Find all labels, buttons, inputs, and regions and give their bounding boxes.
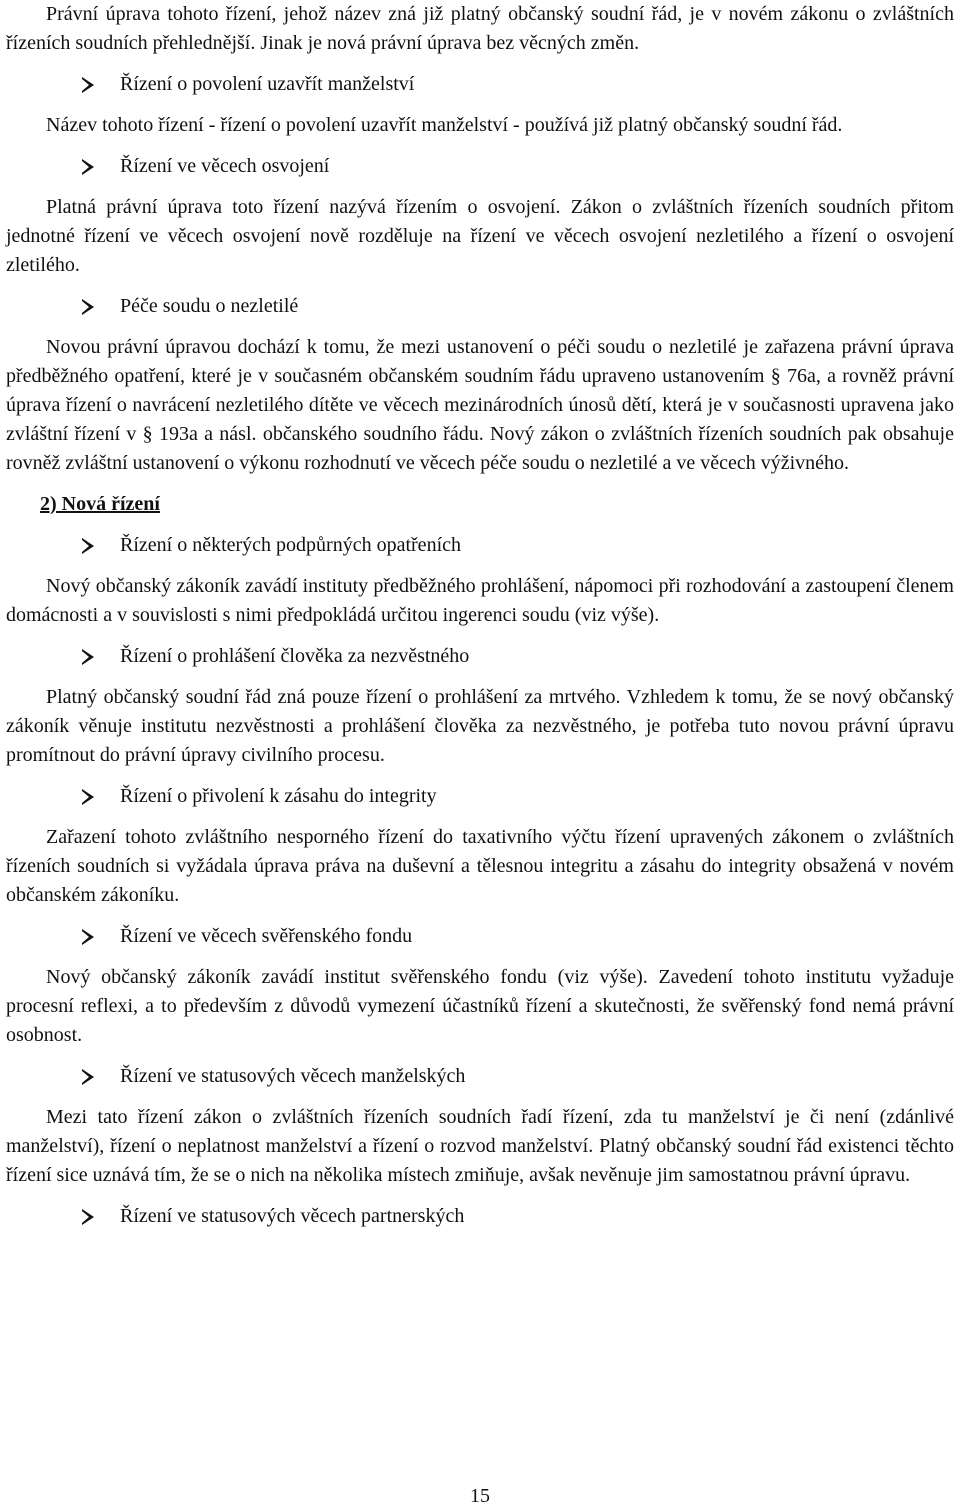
bullet-heading-osvojeni: Řízení ve věcech osvojení	[120, 155, 330, 177]
bullet-heading-nezvestny: Řízení o prohlášení člověka za nezvěstného	[120, 645, 470, 667]
bullet-item	[6, 1202, 954, 1231]
bullet-item	[6, 531, 954, 560]
paragraph-3: Platná právní úprava toto řízení nazývá řízením o osvojení. Zákon o zvláštních řízeních soudních přitom jednotné řízení ve věcech osvojení nově rozděluje na řízení ve věcech osvojení nezletilého a řízení o osvojení zletilého.	[6, 196, 954, 276]
bullet-item	[6, 782, 954, 811]
arrow-bullet-icon	[82, 789, 94, 805]
arrow-bullet-icon	[82, 1209, 94, 1225]
bullet-item	[6, 152, 954, 181]
arrow-bullet-icon	[82, 77, 94, 93]
section-heading: 2) Nová řízení	[40, 493, 160, 515]
paragraph-6: Platný občanský soudní řád zná pouze řízení o prohlášení za mrtvého. Vzhledem k tomu, že se nový občanský zákoník věnuje institutu nezvěstnosti a prohlášení člověka za nezvěstného, je potřeba tuto novou právní úpravu promítnout do právní úpravy civilního procesu.	[6, 686, 954, 766]
arrow-bullet-icon	[82, 649, 94, 665]
bullet-item	[6, 70, 954, 99]
bullet-heading-podpurna: Řízení o některých podpůrných opatřeních	[120, 534, 461, 556]
arrow-bullet-icon	[82, 159, 94, 175]
arrow-bullet-icon	[82, 1069, 94, 1085]
bullet-heading-pece: Péče soudu o nezletilé	[120, 295, 299, 317]
paragraph-5: Nový občanský zákoník zavádí instituty předběžného prohlášení, nápomoci při rozhodování a zastoupení členem domácnosti a v souvislosti s nimi předpokládá určitou ingerenci soudu (viz výše).	[6, 575, 954, 626]
bullet-item	[6, 1062, 954, 1091]
bullet-item	[6, 642, 954, 671]
bullet-heading-integrita: Řízení o přivolení k zásahu do integrity	[120, 785, 437, 807]
arrow-bullet-icon	[82, 929, 94, 945]
document-page	[6, 0, 954, 1231]
paragraph-7: Zařazení tohoto zvláštního nesporného řízení do taxativního výčtu řízení upravených zákonem o zvláštních řízeních soudních si vyžádala úprava práva na duševní a tělesnou integritu a zásahu do integrity obsažená v novém občanském zákoníku.	[6, 826, 954, 906]
bullet-item	[6, 292, 954, 321]
bullet-heading-povoleni: Řízení o povolení uzavřít manželství	[120, 73, 415, 95]
arrow-bullet-icon	[82, 538, 94, 554]
bullet-heading-manzelske: Řízení ve statusových věcech manželských	[120, 1065, 466, 1087]
paragraph-2: Název tohoto řízení - řízení o povolení uzavřít manželství - používá již platný občanský soudní řád.	[46, 114, 843, 136]
page-number: 15	[470, 1485, 490, 1507]
arrow-bullet-icon	[82, 299, 94, 315]
bullet-heading-partnerske: Řízení ve statusových věcech partnerských	[120, 1205, 465, 1227]
paragraph-8: Nový občanský zákoník zavádí institut svěřenského fondu (viz výše). Zavedení tohoto institutu vyžaduje procesní reflexi, a to především z důvodů vymezení účastníků řízení a skutečnosti, že svěřenský fond nemá právní osobnost.	[6, 966, 954, 1046]
paragraph-4: Novou právní úpravou dochází k tomu, že mezi ustanovení o péči soudu o nezletilé je zařazena právní úprava předběžného opatření, které je v současném občanském soudním řádu upraveno ustanovením § 76a, a rovněž právní úprava řízení o navrácení nezletilého dítěte ve věcech mezinárodních únosů dětí, která je v současnosti upravena jako zvláštní řízení v § 193a a násl. občanského soudního řádu. Nový zákon o zvláštních řízeních soudních pak obsahuje rovněž zvláštní ustanovení o výkonu rozhodnutí ve věcech péče soudu o nezletilé a ve věcech výživného.	[6, 336, 954, 474]
bullet-heading-sverensky-fond: Řízení ve věcech svěřenského fondu	[120, 925, 413, 947]
paragraph-9: Mezi tato řízení zákon o zvláštních řízeních soudních řadí řízení, zda tu manželství je či není (zdánlivé manželství), řízení o neplatnost manželství a řízení o rozvod manželství. Platný občanský soudní řád existenci těchto řízení sice uznává tím, že se o nich na několika místech zmiňuje, avšak nevěnuje jim samostatnou právní úpravu.	[6, 1106, 954, 1186]
bullet-item	[6, 922, 954, 951]
paragraph-1: Právní úprava tohoto řízení, jehož název zná již platný občanský soudní řád, je v novém zákonu o zvláštních řízeních soudních přehlednější. Jinak je nová právní úprava bez věcných změn.	[6, 3, 954, 54]
